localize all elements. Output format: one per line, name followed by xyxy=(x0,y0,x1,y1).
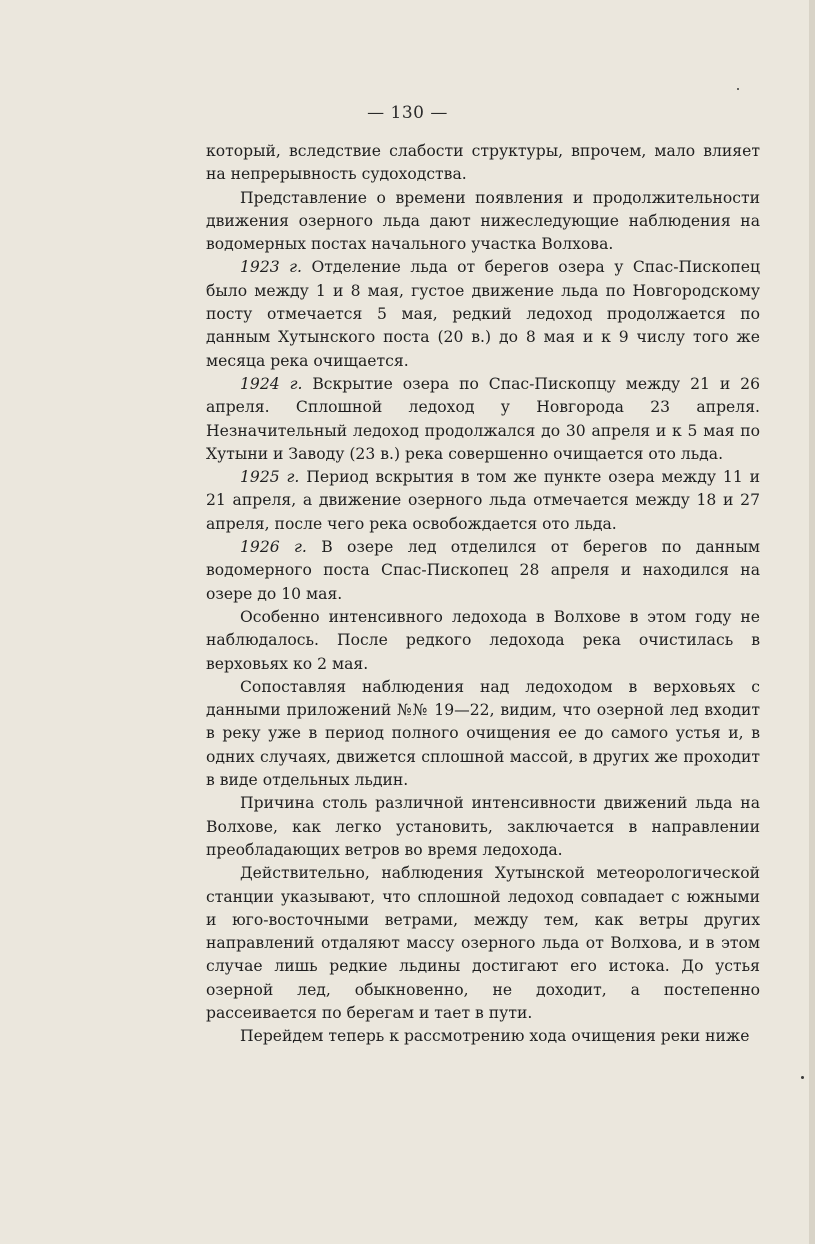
paragraph xyxy=(206,676,760,792)
paragraph xyxy=(206,792,760,862)
year-label: 1925 г. xyxy=(240,468,300,487)
year-label: 1926 г. xyxy=(240,538,307,557)
paragraph xyxy=(206,606,760,676)
paragraph-text: Действительно, наблюдения Хутынской метеорологической станции указывают, что сплошной ледоход совпадает с южными и юго-восточными ветрами, между тем, как ветры других направлений отдаляют массу озерного льда от Волхова, и в этом случае лишь редкие льдины достигают его истока. До устья озерной лед, обыкновенно, не доходит, а постепенно рассеивается по берегам и тает в пути. xyxy=(206,864,760,1022)
paragraph-text: Особенно интенсивного ледохода в Волхове в этом году не наблюдалось. После редкого ледохода река очистилась в верховьях ко 2 мая. xyxy=(206,607,760,673)
year-label: 1924 г. xyxy=(240,374,303,393)
paragraph xyxy=(206,187,760,257)
page-number: — 130 — xyxy=(367,103,448,123)
paragraph-text: Вскрытие озера по Спас-Пископцу между 21 и 26 апреля. Сплошной ледоход у Новгорода 23 апреля. Незначительный ледоход продолжался до 30 апреля и к 5 мая по Хутыни и Заводу (23 в.) река совершенно очищается ото льда. xyxy=(206,374,760,463)
paragraph-text: Отделение льда от берегов озера у Спас-Пископец было между 1 и 8 мая, густое движение льда по Новгородскому посту отмечается 5 мая, редкий ледоход продолжается по данным Хутынского поста (20 в.) до 8 мая и к 9 числу того же месяца река очищается. xyxy=(206,258,760,370)
paragraph-text: Период вскрытия в том же пункте озера между 11 и 21 апреля, а движение озерного льда отмечается между 18 и 27 апреля, после чего река освобождается ото льда. xyxy=(206,468,760,533)
paragraph-text: Перейдем теперь к рассмотрению хода очищения реки ниже xyxy=(240,1027,750,1046)
paragraph-year-1925 xyxy=(206,466,760,536)
paragraph xyxy=(206,140,760,187)
scan-speck xyxy=(801,1076,804,1079)
paragraph xyxy=(206,862,760,1025)
page-edge-shadow xyxy=(809,0,815,1244)
paragraph xyxy=(206,1025,760,1048)
paragraph-text: Сопоставляя наблюдения над ледоходом в верховьях с данными приложений №№ 19—22, видим, что озерной лед входит в реку уже в период полного очищения ее до самого устья и, в одних случаях, движется сплошной массой, в других же проходит в виде отдельных льдин. xyxy=(206,677,760,790)
paragraph-year-1924 xyxy=(206,373,760,466)
paragraph-year-1926 xyxy=(206,536,760,606)
paragraph-text: Представление о времени появления и продолжительности движения озерного льда дают нижеследующие наблюдения на водомерных постах начального участка Волхова. xyxy=(206,188,760,254)
paragraph-text: Причина столь различной интенсивности движений льда на Волхове, как легко установить, заключается в направлении преобладающих ветров во время ледохода. xyxy=(206,794,760,859)
scan-speck xyxy=(737,88,739,90)
paragraph-text: который, вследствие слабости структуры, впрочем, мало влияет на непрерывность судоходства. xyxy=(206,142,760,184)
body-text xyxy=(206,140,760,1049)
paragraph-year-1923 xyxy=(206,256,760,372)
paragraph-text: В озере лед отделился от берегов по данным водомерного поста Спас-Пископец 28 апреля и находился на озере до 10 мая. xyxy=(206,538,760,603)
year-label: 1923 г. xyxy=(240,258,303,277)
